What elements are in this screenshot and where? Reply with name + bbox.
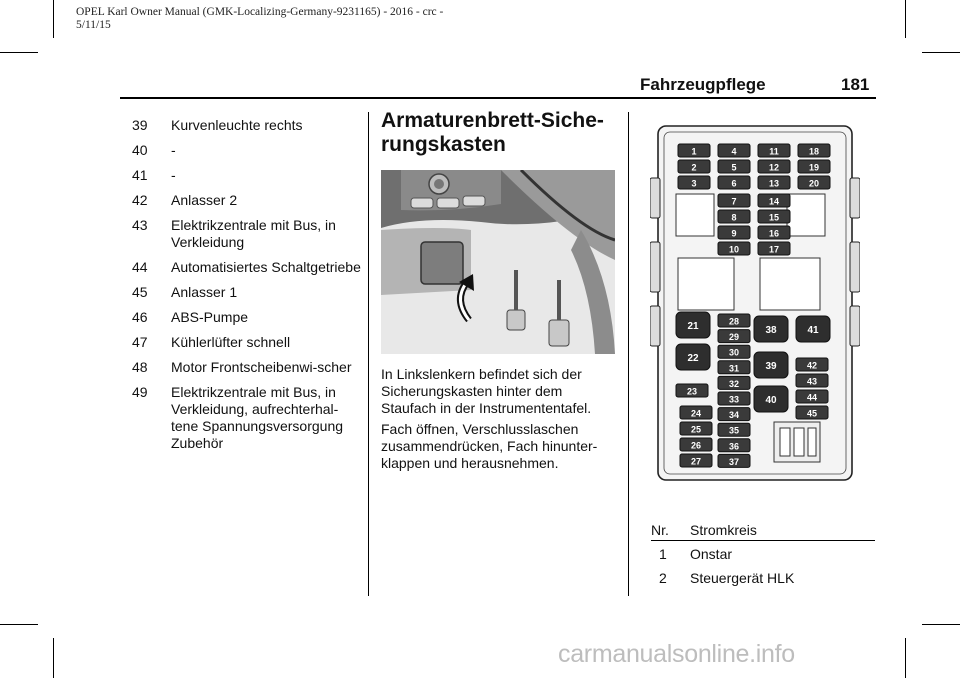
fuse-5	[718, 160, 750, 173]
dashboard-fusebox-photo	[381, 170, 615, 354]
fuse-36	[718, 439, 750, 452]
list-item-text: Motor Frontscheibenwi-scher	[171, 359, 352, 375]
fuse-label: 10	[728, 244, 740, 255]
fuse-label: 29	[728, 332, 740, 343]
fuse-label: 24	[690, 408, 702, 419]
fuse-label: 16	[768, 228, 780, 239]
fuse-label: 27	[690, 456, 702, 467]
fuse-15	[758, 210, 790, 223]
fuse-label: 31	[728, 363, 740, 374]
crop-mark	[905, 638, 906, 678]
table-cell-circuit: Steuergerät HLK	[690, 570, 795, 586]
watermark: carmanualsonline.info	[558, 640, 795, 668]
fuse-32	[718, 376, 750, 389]
list-item	[132, 284, 362, 301]
fuse-label: 1	[691, 146, 697, 157]
fuse-38	[754, 316, 788, 342]
list-item-text: Elektrikzentrale mit Bus, in Verkleidung	[171, 217, 336, 250]
fuse-7	[718, 194, 750, 207]
fuse-label: 20	[808, 178, 820, 189]
fuse-label: 5	[731, 162, 737, 173]
fuse-label: 17	[768, 244, 780, 255]
fuse-label: 44	[806, 392, 818, 403]
page-number: 181	[841, 75, 870, 94]
fuse-9	[718, 226, 750, 239]
fuse-label: 3	[691, 178, 697, 189]
instruction-paragraph: Fach öffnen, Verschlusslaschen zusammendrücken, Fach hinunter-klappen und herausnehmen.	[381, 421, 598, 471]
fuse-25	[680, 422, 712, 435]
list-item-number: 41	[132, 167, 148, 183]
fuse-label: 35	[728, 425, 740, 436]
fuse-label: 11	[769, 146, 779, 157]
list-item-number: 49	[132, 384, 148, 400]
crop-mark	[922, 52, 960, 53]
fuse-37	[718, 454, 750, 467]
list-item-number: 46	[132, 309, 148, 325]
crop-mark	[922, 624, 960, 625]
list-item-number: 39	[132, 117, 148, 133]
list-item-text: Kühlerlüfter schnell	[171, 334, 291, 350]
list-item-number: 44	[132, 259, 148, 275]
fuse-18	[798, 144, 830, 157]
list-item	[132, 259, 362, 276]
list-item	[132, 359, 362, 376]
section-heading-line1: Armaturenbrett-Siche-	[381, 109, 604, 132]
fuse-label: 38	[765, 325, 777, 336]
column-header-circuit: Stromkreis	[690, 522, 757, 538]
fuse-40	[754, 386, 788, 412]
fuse-label: 2	[691, 162, 697, 173]
fuse-14	[758, 194, 790, 207]
list-item-text: Anlasser 2	[171, 192, 238, 208]
fuse-label: 19	[808, 162, 820, 173]
fuse-10	[718, 242, 750, 255]
list-item	[132, 192, 362, 209]
fuse-box-diagram	[650, 122, 860, 484]
fuse-label: 30	[728, 347, 740, 358]
fuse-label: 28	[728, 316, 740, 327]
list-item-number: 43	[132, 217, 148, 233]
fuse-label: 22	[687, 353, 699, 364]
fuse-label: 4	[731, 146, 737, 157]
fuse-28	[718, 314, 750, 327]
list-item-text: Automatisiertes Schaltgetriebe	[171, 259, 361, 275]
table-cell-circuit: Onstar	[690, 546, 733, 562]
list-item-number: 48	[132, 359, 148, 375]
fuse-label: 32	[728, 378, 740, 389]
fuse-6	[718, 176, 750, 189]
list-item	[132, 117, 362, 134]
fuse-33	[718, 392, 750, 405]
list-item-text: Anlasser 1	[171, 284, 238, 300]
list-item-text: ABS-Pumpe	[171, 309, 249, 325]
crop-mark	[905, 0, 906, 38]
list-item	[132, 217, 362, 251]
list-item-number: 47	[132, 334, 148, 350]
fuse-19	[798, 160, 830, 173]
list-item	[132, 384, 362, 452]
fuse-21	[676, 312, 710, 338]
list-item	[132, 334, 362, 351]
fuse-12	[758, 160, 790, 173]
list-item	[132, 142, 362, 159]
fuse-34	[718, 408, 750, 421]
fuse-label: 40	[765, 395, 777, 406]
table-row	[651, 546, 875, 564]
fuse-label: 37	[728, 456, 740, 467]
fuse-label: 7	[731, 196, 737, 207]
fuse-11	[758, 144, 790, 157]
crop-mark	[53, 0, 54, 38]
fuse-1	[678, 144, 710, 157]
fuse-8	[718, 210, 750, 223]
list-item	[132, 309, 362, 326]
fuse-label: 41	[807, 325, 819, 336]
table-row	[651, 570, 875, 588]
list-item-number: 40	[132, 142, 148, 158]
document-info	[76, 6, 516, 32]
fuse-16	[758, 226, 790, 239]
fuse-30	[718, 345, 750, 358]
fuse-label: 15	[768, 212, 780, 223]
list-item-text: -	[171, 142, 176, 158]
crop-mark	[0, 624, 38, 625]
fuse-3	[678, 176, 710, 189]
fuse-label: 8	[731, 212, 737, 223]
fuse-label: 25	[690, 424, 702, 435]
fuse-13	[758, 176, 790, 189]
location-paragraph: In Linkslenkern befindet sich der Sicherungskasten hinter dem Staufach in der Instrumententafel.	[381, 366, 592, 416]
fuse-35	[718, 423, 750, 436]
fuse-label: 12	[768, 162, 780, 173]
column-header-nr: Nr.	[651, 522, 669, 538]
column-divider-right	[628, 112, 629, 596]
fuse-label: 21	[687, 321, 699, 332]
fuse-45	[796, 406, 828, 419]
crop-mark	[0, 52, 38, 53]
crop-mark	[53, 638, 54, 678]
section-heading-line2: rungskasten	[381, 133, 506, 156]
fuse-44	[796, 390, 828, 403]
list-item-text: Elektrikzentrale mit Bus, in Verkleidung, aufrechterhal-tene Spannungsversorgung Zubehör	[171, 384, 344, 451]
fuse-label: 26	[690, 440, 702, 451]
list-item-number: 45	[132, 284, 148, 300]
table-cell-nr: 1	[659, 546, 667, 562]
fuse-label: 42	[806, 360, 818, 371]
fuse-17	[758, 242, 790, 255]
fuse-label: 43	[806, 376, 818, 387]
fuse-label: 23	[686, 386, 698, 397]
fuse-41	[796, 316, 830, 342]
header-rule	[120, 97, 876, 99]
document-info-line1: OPEL Karl Owner Manual (GMK-Localizing-Germany-9231165) - 2016 - crc -	[76, 6, 444, 18]
fuse-label: 13	[768, 178, 780, 189]
fuse-23	[676, 384, 708, 397]
list-item-number: 42	[132, 192, 148, 208]
fuse-43	[796, 374, 828, 387]
section-heading	[381, 109, 621, 157]
fuse-label: 34	[728, 410, 740, 421]
fuse-31	[718, 361, 750, 374]
fuse-label: 39	[765, 361, 777, 372]
fuse-42	[796, 358, 828, 371]
fuse-label: 14	[768, 196, 780, 207]
fuse-list	[132, 117, 362, 460]
fuse-24	[680, 406, 712, 419]
fuse-20	[798, 176, 830, 189]
fuse-2	[678, 160, 710, 173]
section-title: Fahrzeugpflege	[640, 75, 766, 94]
fuse-4	[718, 144, 750, 157]
fuse-label: 45	[806, 408, 818, 419]
fuse-label: 18	[808, 146, 820, 157]
document-info-line2: 5/11/15	[76, 19, 111, 31]
list-item	[132, 167, 362, 184]
column-divider-left	[368, 112, 369, 596]
list-item-text: Kurvenleuchte rechts	[171, 117, 303, 133]
list-item-text: -	[171, 167, 176, 183]
table-rule	[651, 540, 875, 541]
fuse-label: 36	[728, 441, 740, 452]
fuse-26	[680, 438, 712, 451]
fuse-39	[754, 352, 788, 378]
fuse-22	[676, 344, 710, 370]
table-cell-nr: 2	[659, 570, 667, 586]
fuse-label: 9	[731, 228, 737, 239]
fuse-27	[680, 454, 712, 467]
fuse-label: 33	[728, 394, 740, 405]
fuse-29	[718, 330, 750, 343]
fuse-label: 6	[731, 178, 737, 189]
